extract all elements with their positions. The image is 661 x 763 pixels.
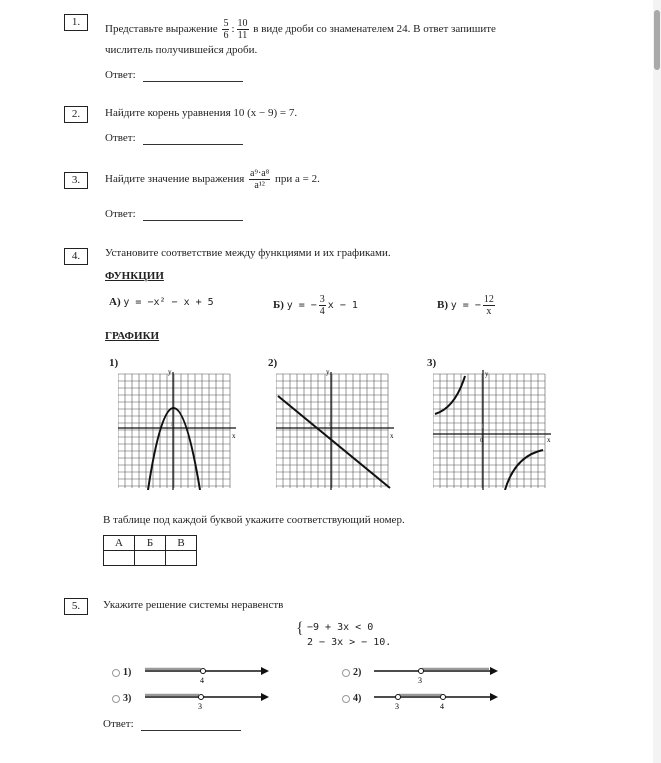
option-3-label: 3) — [123, 693, 132, 704]
graph1-grid — [118, 374, 230, 488]
option-4-tick-left: 3 — [395, 702, 399, 710]
function-b-frac-num: 3 — [319, 294, 325, 305]
option-2-label: 2) — [353, 667, 362, 678]
graph1-x-label: x — [232, 432, 236, 440]
table-cell-c[interactable] — [166, 551, 197, 566]
graph3-zero-label: 0 — [480, 438, 483, 444]
option-3-numberline — [143, 688, 271, 710]
table-header-a: А — [104, 536, 135, 551]
option-1-point — [201, 669, 206, 674]
function-b-frac-den: 4 — [319, 306, 325, 317]
function-c-label: В) — [437, 299, 448, 312]
graph3-one-label: 1 — [481, 424, 484, 430]
graphs-header: ГРАФИКИ — [105, 330, 160, 342]
option-2[interactable] — [342, 667, 361, 678]
option-4-label: 4) — [353, 693, 362, 704]
task5-answer-label: Ответ: — [103, 718, 134, 730]
frac1-num: 5 — [223, 18, 229, 29]
task1-answer-label: Ответ: — [105, 69, 136, 81]
option-1-numberline — [143, 662, 271, 684]
graph1-parabola — [118, 366, 242, 490]
graph2-y-label: y — [326, 368, 330, 376]
task2-answer-label: Ответ: — [105, 132, 136, 144]
function-b-pre: y = − — [286, 300, 317, 312]
option-1-label: 1) — [123, 667, 132, 678]
task1-line2: числитель получившейся дроби. — [105, 44, 258, 56]
system-brace: { — [296, 620, 304, 637]
task3-answer-label: Ответ: — [105, 208, 136, 220]
function-c — [437, 294, 497, 317]
graph1-label: 1) — [109, 357, 119, 369]
task3-answer-line[interactable] — [143, 220, 243, 221]
task1-fraction2 — [237, 18, 249, 41]
graph3-y-label: y — [485, 370, 489, 378]
table-header-b: Б — [135, 536, 166, 551]
frac1-den: 6 — [223, 30, 229, 41]
graph2-line — [276, 366, 400, 490]
functions-header: ФУНКЦИИ — [105, 270, 164, 282]
task3-number: 3. — [64, 172, 88, 189]
graph1-one-label: 1 — [170, 422, 173, 428]
option-4[interactable] — [342, 693, 361, 704]
task1-text-before: Представьте выражение — [105, 23, 218, 36]
graph2-one-label: 1 — [328, 422, 331, 428]
option-1-radio[interactable] — [112, 669, 120, 677]
option-4-numberline — [372, 688, 500, 710]
function-b-post: x − 1 — [327, 300, 358, 312]
task3-fraction — [249, 168, 270, 191]
graph1-y-label: y — [168, 368, 172, 376]
frac2-den: 11 — [237, 30, 248, 41]
task1-answer-line[interactable] — [143, 81, 243, 82]
graph3-label: 3) — [427, 357, 437, 369]
option-3[interactable] — [112, 693, 131, 704]
option-4-point-left — [396, 695, 401, 700]
option-1[interactable] — [112, 667, 131, 678]
option-2-point — [419, 669, 424, 674]
task1-text-after: в виде дроби со знаменателем 24. В ответ запишите — [253, 23, 496, 36]
answer-table — [103, 535, 197, 566]
option-2-tick: 3 — [418, 676, 422, 684]
table-header-c: В — [166, 536, 197, 551]
option-4-tick-right: 4 — [440, 702, 444, 710]
task1-number: 1. — [64, 14, 88, 31]
graph2-label: 2) — [268, 357, 278, 369]
option-4-radio[interactable] — [342, 695, 350, 703]
function-a-formula: y = −x² − x + 5 — [123, 297, 214, 308]
task3-frac-den: a¹² — [254, 180, 265, 191]
task1-line1 — [105, 18, 496, 41]
function-a-label: А) — [109, 296, 121, 308]
function-a — [109, 296, 214, 308]
task2-answer-line[interactable] — [143, 144, 243, 145]
function-b-fraction — [319, 294, 326, 317]
option-3-radio[interactable] — [112, 695, 120, 703]
frac2-num: 10 — [237, 18, 248, 29]
function-c-frac-num: 12 — [483, 294, 494, 305]
option-4-point-right — [441, 695, 446, 700]
function-c-pre: y = − — [450, 300, 481, 312]
graph3-hyperbola — [433, 366, 557, 490]
task1-fraction1 — [222, 18, 229, 41]
task3-line — [105, 168, 320, 191]
option-2-radio[interactable] — [342, 669, 350, 677]
table-cell-a[interactable] — [104, 551, 135, 566]
task5-number: 5. — [64, 598, 88, 615]
task3-frac-num: a⁹·a⁸ — [250, 168, 270, 179]
function-b-label: Б) — [273, 299, 284, 312]
task2-text: Найдите корень уравнения 10 (x − 9) = 7. — [105, 107, 298, 119]
scrollbar-thumb[interactable] — [654, 10, 660, 70]
task5-answer-line[interactable] — [141, 730, 241, 731]
function-b — [273, 294, 358, 317]
table-instruction: В таблице под каждой буквой укажите соответствующий номер. — [103, 514, 405, 526]
graph2-curve — [278, 396, 390, 488]
task3-text-after: при a = 2. — [274, 173, 320, 186]
inequality-2: 2 − 3x > − 10. — [307, 637, 392, 648]
task5-text: Укажите решение системы неравенств — [103, 599, 284, 611]
task4-text: Установите соответствие между функциями и их графиками. — [105, 247, 391, 259]
inequality-1: −9 + 3x < 0 — [307, 622, 374, 633]
function-c-frac-den: x — [486, 306, 492, 317]
task1-sep: : — [231, 23, 235, 36]
task3-text-before: Найдите значение выражения — [105, 173, 245, 186]
option-3-tick: 3 — [198, 702, 202, 710]
graph2-grid — [276, 374, 388, 488]
task2-number: 2. — [64, 106, 88, 123]
scrollbar[interactable] — [653, 0, 661, 763]
table-cell-b[interactable] — [135, 551, 166, 566]
option-1-tick: 4 — [200, 676, 204, 684]
graph3-x-label: x — [547, 436, 551, 444]
task4-number: 4. — [64, 248, 88, 265]
graph2-x-label: x — [390, 432, 394, 440]
option-2-numberline — [372, 662, 500, 684]
function-c-fraction — [483, 294, 495, 317]
graph3-grid — [433, 374, 545, 488]
option-3-point — [199, 695, 204, 700]
